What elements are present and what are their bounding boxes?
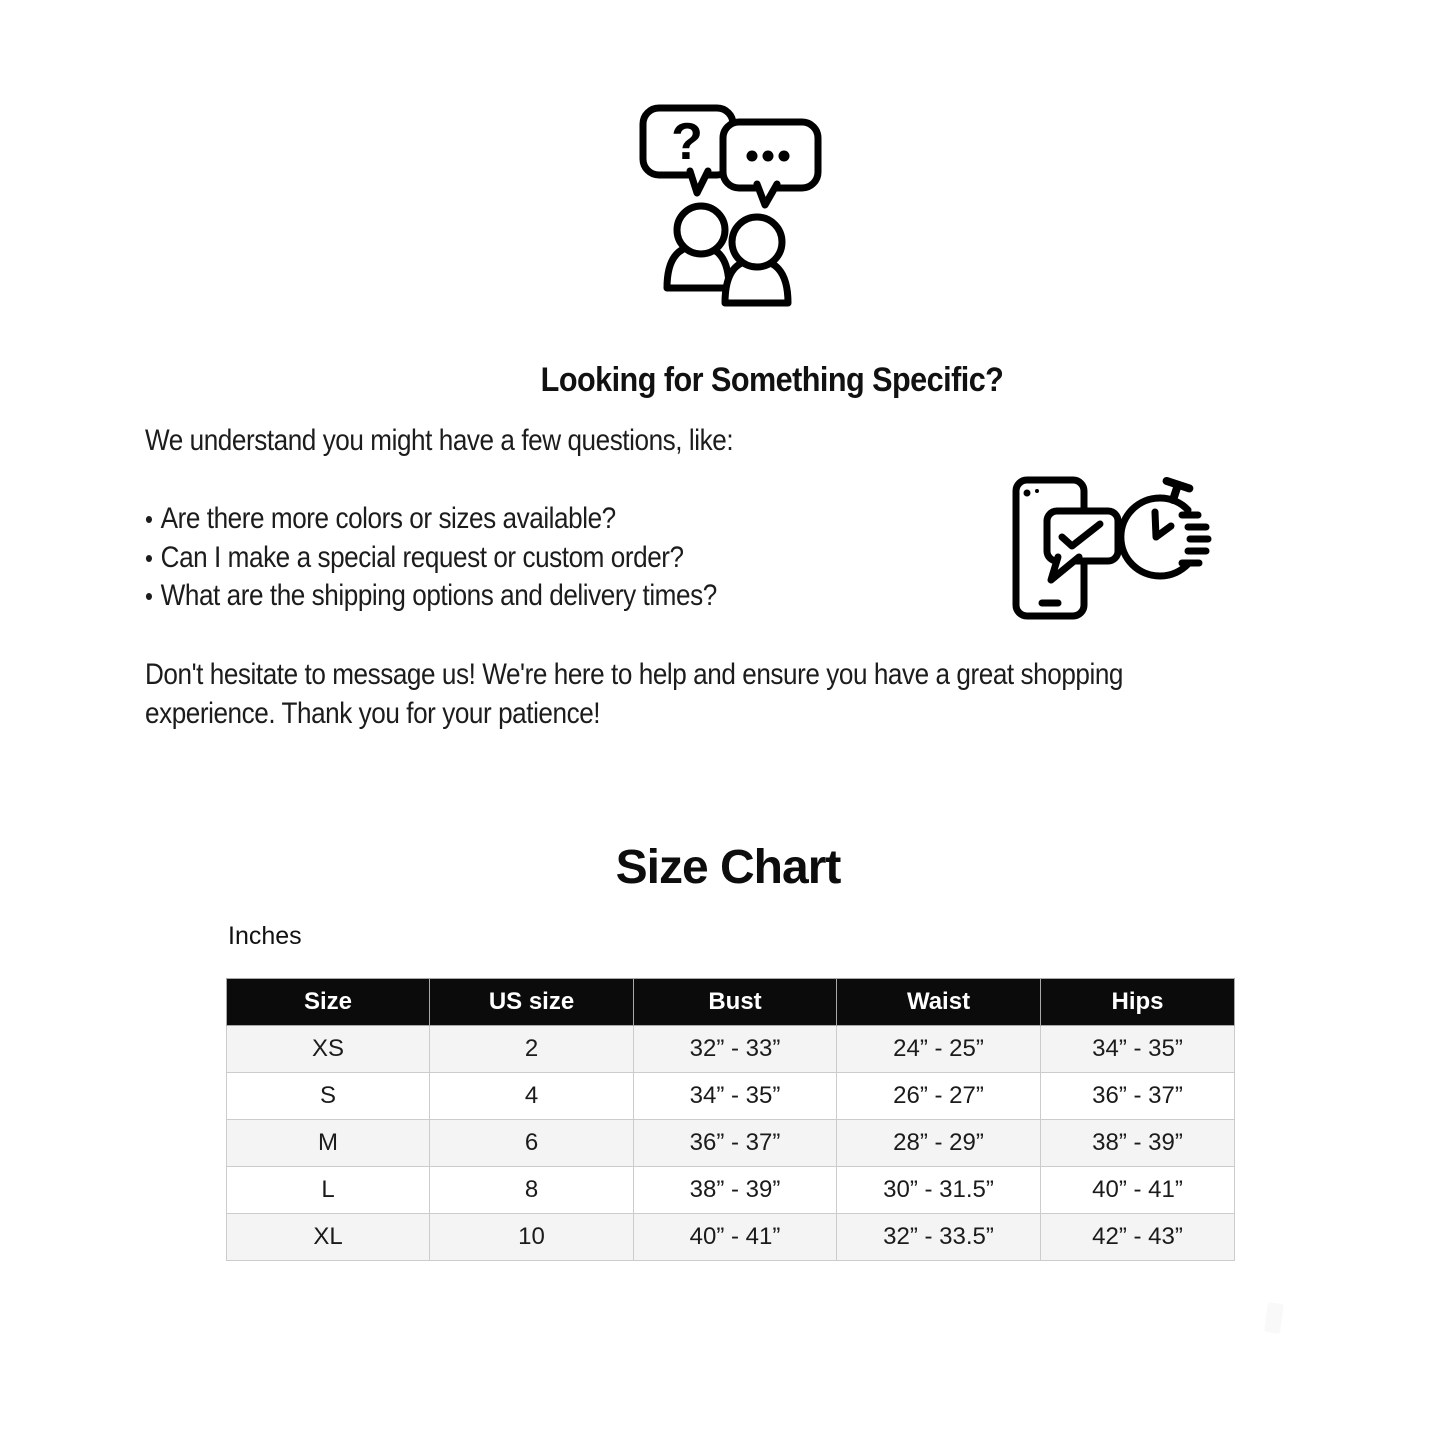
table-cell: S xyxy=(227,1073,430,1120)
fast-reply-icon xyxy=(1005,472,1220,622)
bubble-tail xyxy=(690,171,708,193)
closing-text xyxy=(145,656,1123,733)
ellipsis-dot xyxy=(747,151,758,162)
table-cell: 38” - 39” xyxy=(1041,1120,1235,1167)
table-cell: 34” - 35” xyxy=(1041,1026,1235,1073)
table-cell: 2 xyxy=(430,1026,634,1073)
table-cell: 4 xyxy=(430,1073,634,1120)
table-cell: 26” - 27” xyxy=(837,1073,1041,1120)
table-cell: 42” - 43” xyxy=(1041,1214,1235,1261)
table-cell: 34” - 35” xyxy=(634,1073,837,1120)
table-cell: 40” - 41” xyxy=(634,1214,837,1261)
question-mark-glyph: ? xyxy=(671,113,703,171)
ellipsis-dot xyxy=(779,151,790,162)
phone-camera-dot xyxy=(1024,490,1031,497)
table-cell: 32” - 33” xyxy=(634,1026,837,1073)
table-cell: 28” - 29” xyxy=(837,1120,1041,1167)
table-cell: 8 xyxy=(430,1167,634,1214)
bullet-icon: • xyxy=(145,581,153,611)
table-row xyxy=(227,1167,1235,1214)
table-header-cell: Bust xyxy=(634,979,837,1026)
closing-line: Don't hesitate to message us! We're here to help and ensure you have a great shopping xyxy=(145,658,1124,691)
bullet-icon: • xyxy=(145,542,153,573)
question-list xyxy=(145,500,717,616)
table-cell: 38” - 39” xyxy=(634,1167,837,1214)
question-item xyxy=(145,539,717,578)
stopwatch xyxy=(1121,481,1208,576)
section-title: Looking for Something Specific? xyxy=(540,361,1004,399)
bullet-icon: • xyxy=(145,504,153,534)
person-right-head xyxy=(732,217,782,267)
intro-text: We understand you might have a few questions, like: xyxy=(145,424,734,457)
table-cell: M xyxy=(227,1120,430,1167)
table-header-row xyxy=(227,979,1235,1026)
table-row xyxy=(227,1214,1235,1261)
table-header-cell: Hips xyxy=(1041,979,1235,1026)
table-cell: 36” - 37” xyxy=(1041,1073,1235,1120)
ellipsis-bubble xyxy=(723,122,818,205)
size-chart-table xyxy=(226,978,1235,1261)
table-cell: XS xyxy=(227,1026,430,1073)
table-header-cell: Waist xyxy=(837,979,1041,1026)
question-text: Are there more colors or sizes available? xyxy=(160,502,616,535)
question-text: What are the shipping options and delivery times? xyxy=(160,579,717,612)
ellipsis-dot xyxy=(763,151,774,162)
table-header-cell: Size xyxy=(227,979,430,1026)
faint-watermark xyxy=(1264,1302,1284,1334)
units-label: Inches xyxy=(228,922,302,950)
table-cell: L xyxy=(227,1167,430,1214)
table-cell: XL xyxy=(227,1214,430,1261)
speed-lines xyxy=(1182,515,1208,563)
question-text: Can I make a special request or custom order? xyxy=(160,540,684,574)
table-row xyxy=(227,1073,1235,1120)
size-chart-title: Size Chart xyxy=(615,841,841,894)
person-left-head xyxy=(677,206,725,254)
chat-people-icon xyxy=(637,100,822,310)
table-cell: 40” - 41” xyxy=(1041,1167,1235,1214)
closing-line: experience. Thank you for your patience! xyxy=(145,696,601,730)
table-cell: 30” - 31.5” xyxy=(837,1167,1041,1214)
table-cell: 6 xyxy=(430,1120,634,1167)
table-cell: 36” - 37” xyxy=(634,1120,837,1167)
stopwatch-hands xyxy=(1155,512,1171,537)
table-row xyxy=(227,1120,1235,1167)
table-header-cell: US size xyxy=(430,979,634,1026)
bubble-tail xyxy=(757,184,777,205)
phone-camera-dot xyxy=(1035,489,1039,493)
table-row xyxy=(227,1026,1235,1073)
question-item xyxy=(145,500,717,539)
question-item xyxy=(145,577,717,616)
people-figures xyxy=(667,206,788,303)
table-cell: 32” - 33.5” xyxy=(837,1214,1041,1261)
table-cell: 24” - 25” xyxy=(837,1026,1041,1073)
table-cell: 10 xyxy=(430,1214,634,1261)
